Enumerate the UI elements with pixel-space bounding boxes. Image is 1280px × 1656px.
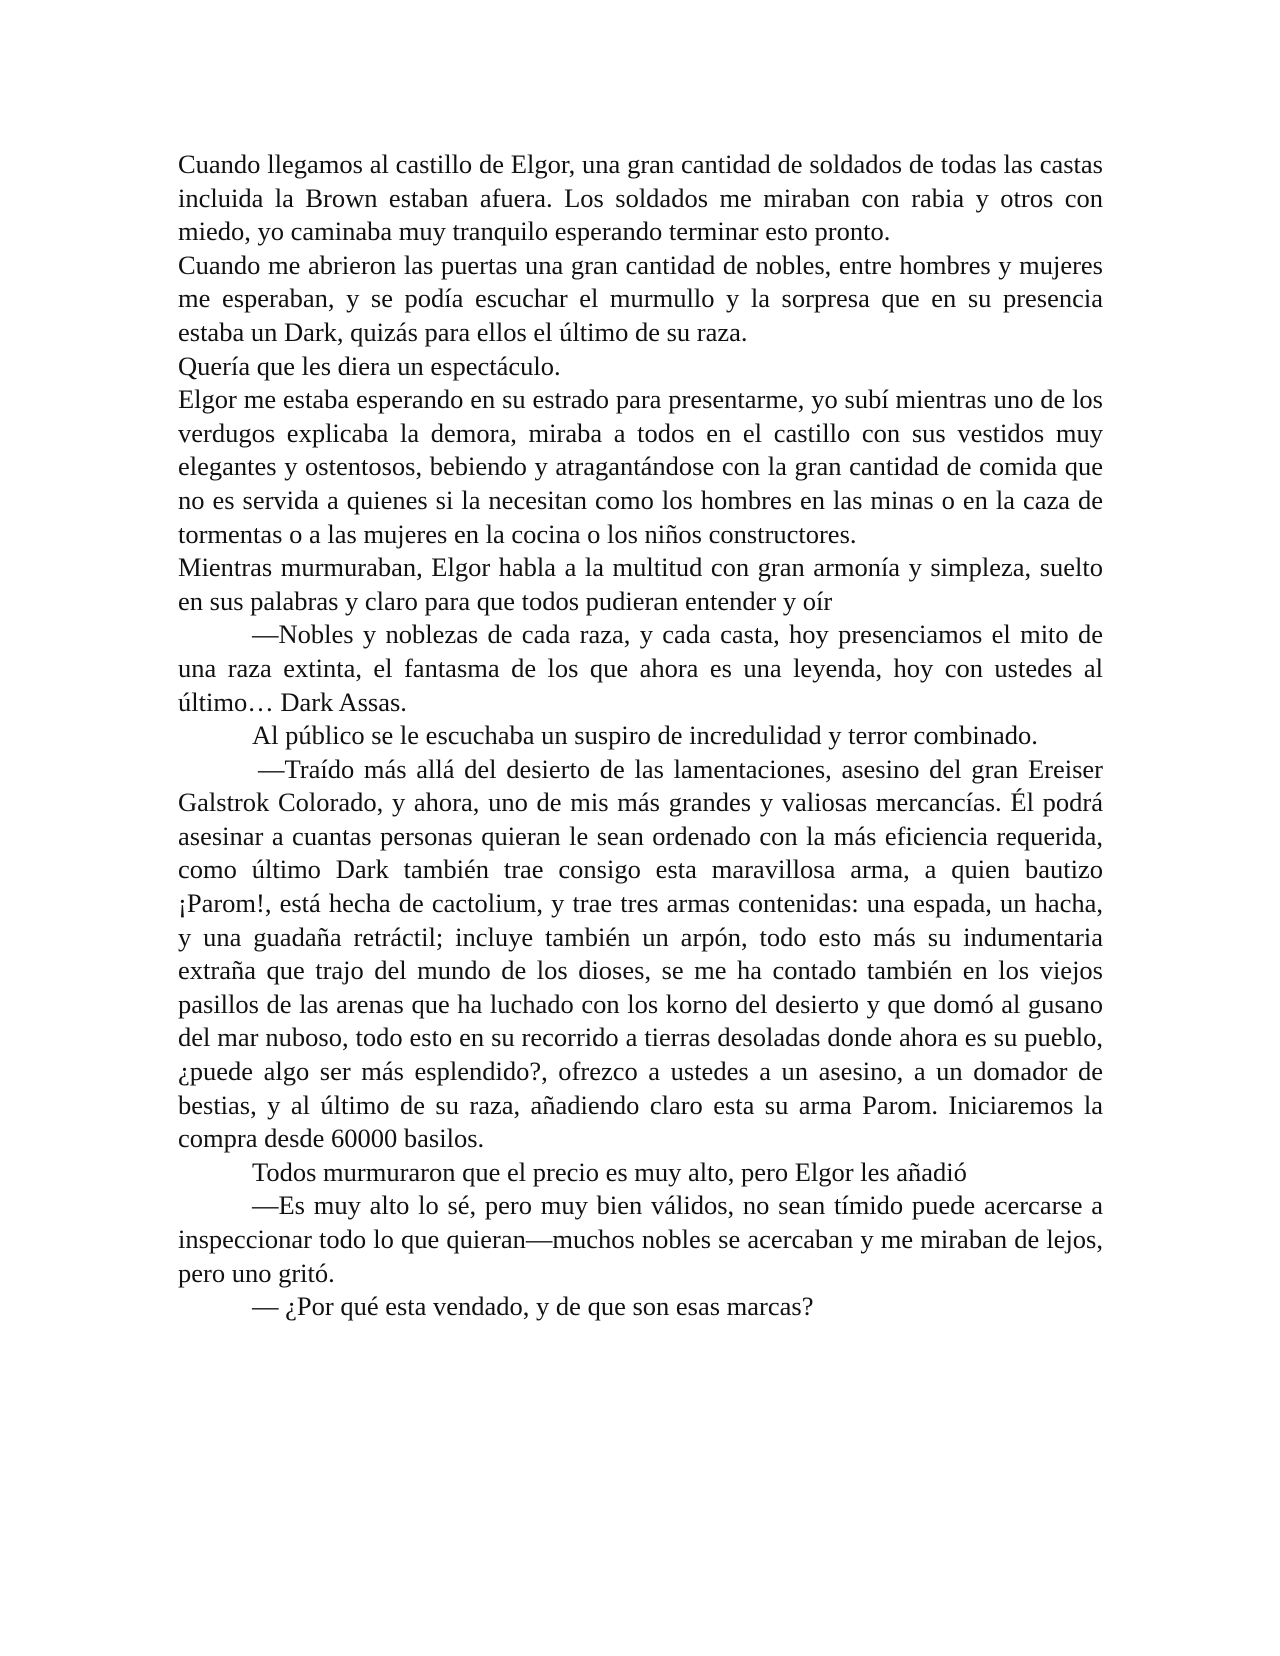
paragraph: Cuando llegamos al castillo de Elgor, una gran cantidad de soldados de todas las castas incluida la Brown estaban afuera. Los soldados me miraban con rabia y otros con miedo, yo caminaba muy tranquilo esperando terminar esto pronto. [178,149,1103,247]
dialogue-paragraph: —Nobles y noblezas de cada raza, y cada casta, hoy presenciamos el mito de una raza extinta, el fantasma de los que ahora es una leyenda, hoy con ustedes al último… Dark Assas. [178,619,1103,717]
document-page [178,148,1103,1324]
dialogue-paragraph: —Traído más allá del desierto de las lamentaciones, asesino del gran Ereiser Galstrok Colorado, y ahora, uno de mis más grandes y valiosas mercancías. Él podrá asesinar a cuantas personas quieran le sean ordenado con la más eficiencia requerida, como último Dark también trae consigo esta maravillosa arma, a quien bautizo ¡Parom!, está hecha de cactolium, y trae tres armas contenidas: una espada, un hacha, y una guadaña retráctil; incluye también un arpón, todo esto más su indumentaria extraña que trajo del mundo de los dioses, se me ha contado también en los viejos pasillos de las arenas que ha luchado con los korno del desierto y que domó al gusano del mar nuboso, todo esto en su recorrido a tierras desoladas donde ahora es su pueblo, ¿puede algo ser más esplendido?, ofrezco a ustedes a un asesino, a un domador de bestias, y al último de su raza, añadiendo claro esta su arma Parom. Iniciaremos la compra desde 60000 basilos. [178,753,1103,1154]
paragraph: Mientras murmuraban, Elgor habla a la multitud con gran armonía y simpleza, suelto en sus palabras y claro para que todos pudieran entender y oír [178,552,1103,616]
dialogue-paragraph: —Es muy alto lo sé, pero muy bien válidos, no sean tímido puede acercarse a inspeccionar todo lo que quieran—muchos nobles se acercaban y me miraban de lejos, pero uno gritó. [178,1190,1103,1288]
dialogue-paragraph: — ¿Por qué esta vendado, y de que son esas marcas? [252,1291,814,1322]
paragraph: Al público se le escuchaba un suspiro de incredulidad y terror combinado. [252,720,1038,751]
paragraph: Elgor me estaba esperando en su estrado para presentarme, yo subí mientras uno de los verdugos explicaba la demora, miraba a todos en el castillo con sus vestidos muy elegantes y ostentosos, bebiendo y atragantándose con la gran cantidad de comida que no es servida a quienes si la necesitan como los hombres en las minas o en la caza de tormentas o a las mujeres en la cocina o los niños constructores. [178,384,1103,549]
paragraph: Quería que les diera un espectáculo. [178,350,561,381]
paragraph: Cuando me abrieron las puertas una gran cantidad de nobles, entre hombres y mujeres me esperaban, y se podía escuchar el murmullo y la sorpresa que en su presencia estaba un Dark, quizás para ellos el último de su raza. [178,249,1103,347]
paragraph: Todos murmuraron que el precio es muy alto, pero Elgor les añadió [252,1156,967,1187]
